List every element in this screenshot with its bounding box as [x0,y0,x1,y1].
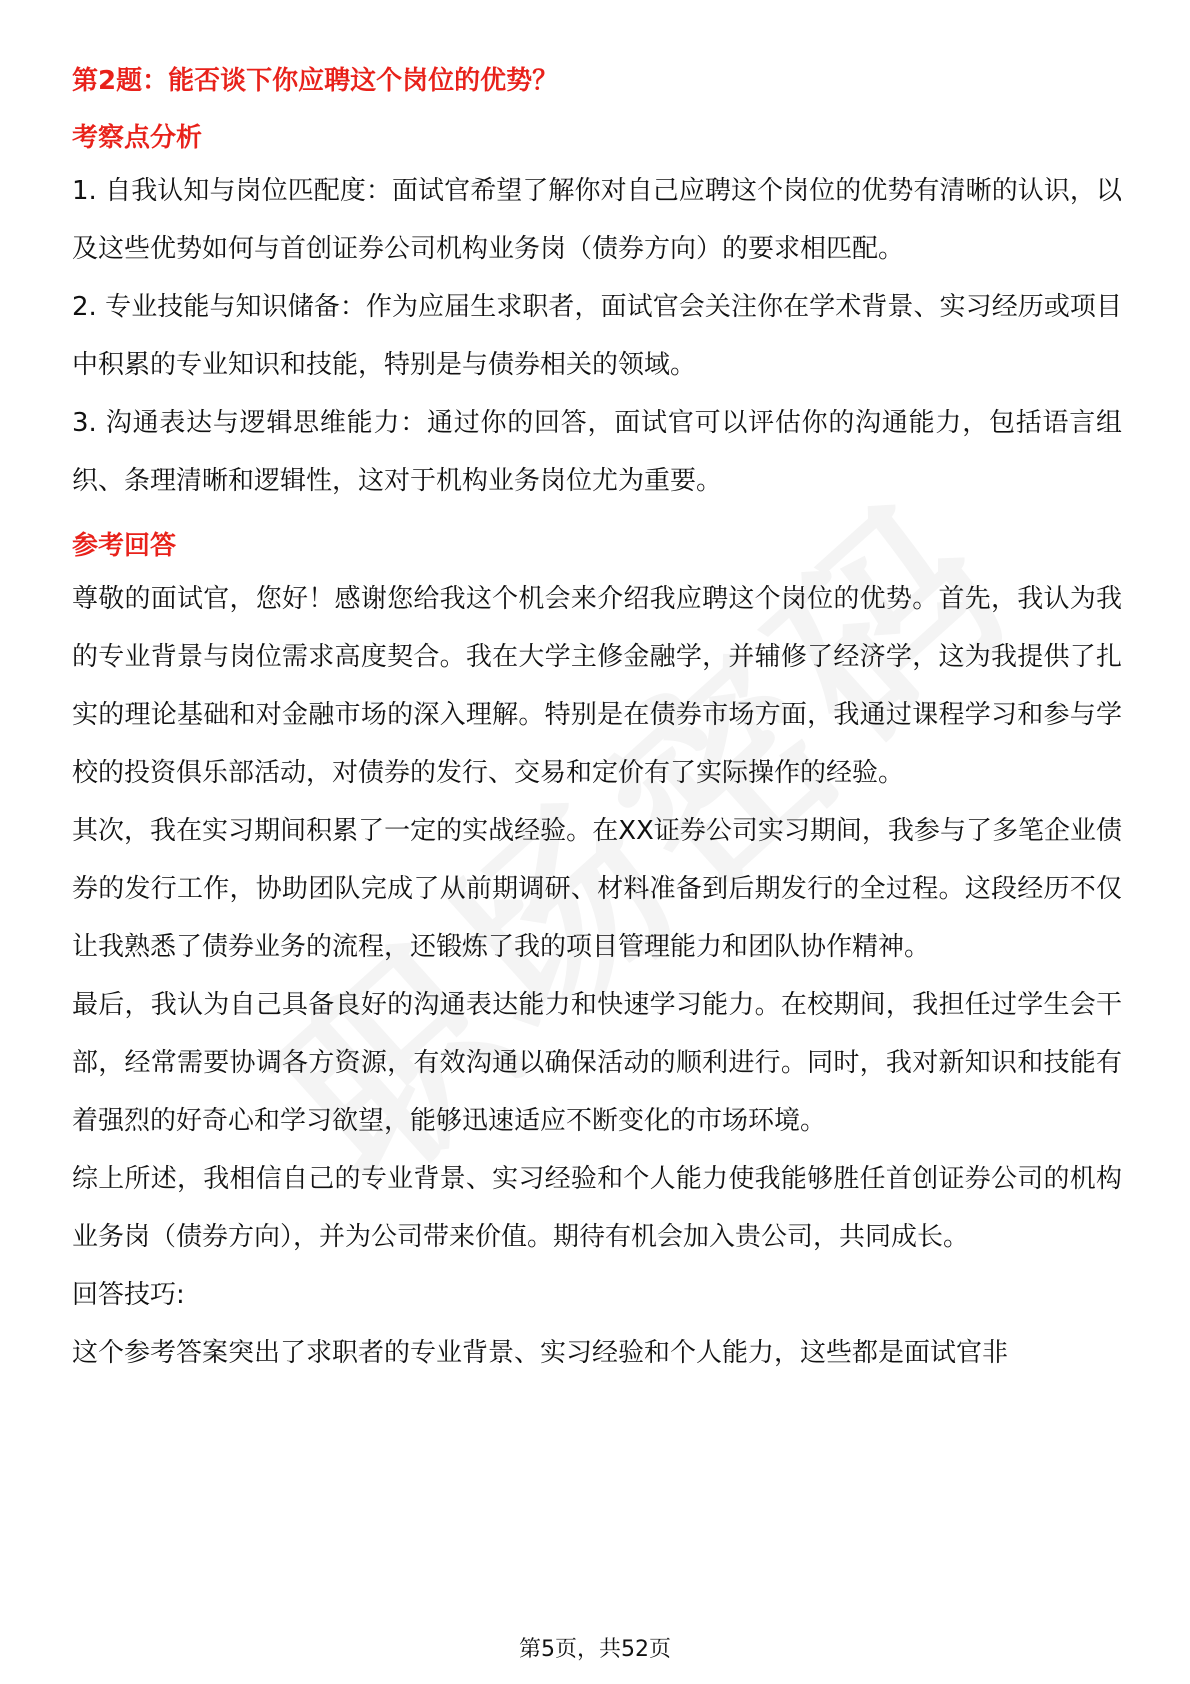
analysis-heading: 考察点分析 [72,123,203,153]
answer-paragraph: 尊敬的面试官，您好！感谢您给我这个机会来介绍我应聘这个岗位的优势。首先，我认为我的专业背景与岗位需求高度契合。我在大学主修金融学，并辅修了经济学，这为我提供了扎实的理论基础和对金融市场的深入理解。特别是在债券市场方面，我通过课程学习和参与学校的投资俱乐部活动，对债券的发行、交易和定价有了实际操作的经验。 [72,584,1122,788]
question-title: 第2题：能否谈下你应聘这个岗位的优势？ [72,66,559,96]
analysis-item: 2. 专业技能与知识储备：作为应届生求职者，面试官会关注你在学术背景、实习经历或项目中积累的专业知识和技能，特别是与债券相关的领域。 [72,292,1122,380]
analysis-item: 1. 自我认知与岗位匹配度：面试官希望了解你对自己应聘这个岗位的优势有清晰的认识，以及这些优势如何与首创证券公司机构业务岗（债券方向）的要求相匹配。 [72,176,1122,264]
document-page [72,56,1122,1382]
page-number: 第5页，共52页 [519,1637,671,1662]
analysis-item: 3. 沟通表达与逻辑思维能力：通过你的回答，面试官可以评估你的沟通能力，包括语言组织、条理清晰和逻辑性，这对于机构业务岗位尤为重要。 [72,408,1122,496]
answer-paragraph: 综上所述，我相信自己的专业背景、实习经验和个人能力使我能够胜任首创证券公司的机构业务岗（债券方向），并为公司带来价值。期待有机会加入贵公司，共同成长。 [72,1164,1122,1252]
answer-heading: 参考回答 [72,531,177,561]
tips-text: 这个参考答案突出了求职者的专业背景、实习经验和个人能力，这些都是面试官非 [72,1338,1009,1368]
tips-label: 回答技巧: [72,1280,185,1310]
answer-paragraph: 最后，我认为自己具备良好的沟通表达能力和快速学习能力。在校期间，我担任过学生会干部，经常需要协调各方资源，有效沟通以确保活动的顺利进行。同时，我对新知识和技能有着强烈的好奇心和学习欲望，能够迅速适应不断变化的市场环境。 [72,990,1122,1136]
answer-paragraph: 其次，我在实习期间积累了一定的实战经验。在XX证券公司实习期间，我参与了多笔企业债券的发行工作，协助团队完成了从前期调研、材料准备到后期发行的全过程。这段经历不仅让我熟悉了债券业务的流程，还锻炼了我的项目管理能力和团队协作精神。 [72,816,1122,962]
